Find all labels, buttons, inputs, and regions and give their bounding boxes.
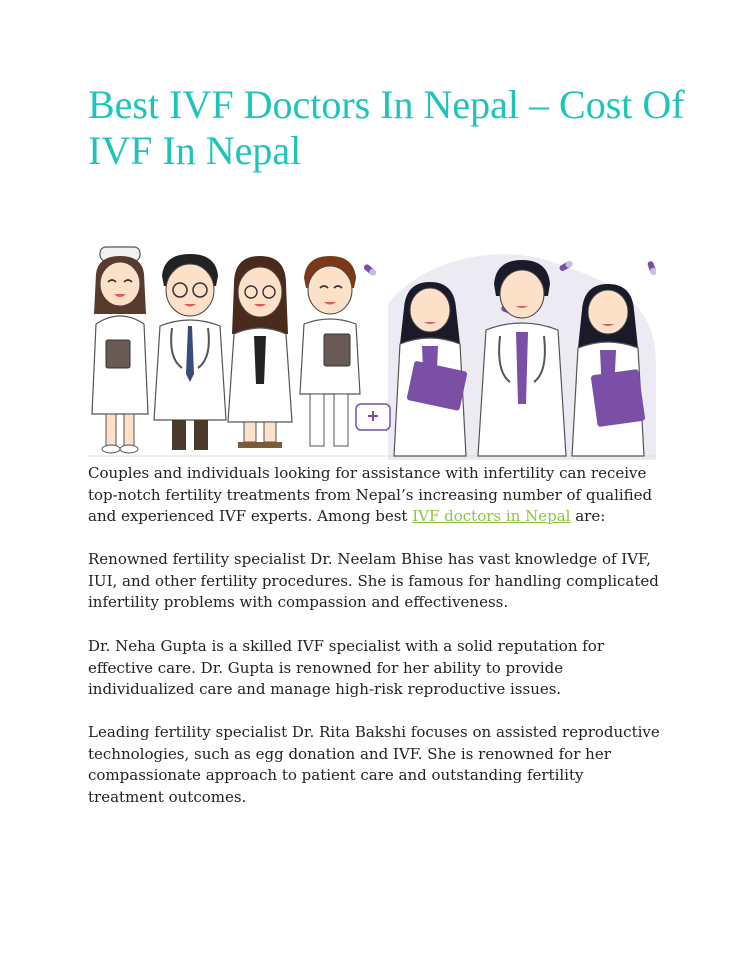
medical-bag-icon [356,404,390,430]
ivf-doctors-link[interactable]: IVF doctors in Nepal [412,507,571,525]
intro-text: Couples and individuals looking for assistance with infertility can receive top-notch fertility treatments from Nepal’s increasing number of qualified and experienced IVF experts. Among best [88,464,653,525]
nurse-figure [300,256,360,446]
paragraph-rita-bakshi: Leading fertility specialist Dr. Rita Bakshi focuses on assisted reproductive technologies, such as egg donation and IVF. She is renowned for her compassionate approach to patient care and outstanding fertility treatment outcomes. [88,723,660,806]
pill-icon [363,263,378,277]
pill-icon [647,260,656,275]
paragraph-neha-gupta: Dr. Neha Gupta is a skilled IVF specialist with a solid reputation for effective care. Dr. Gupta is renowned for her ability to provide individualized care and manage high-risk reproductive issues. [88,637,604,698]
intro-text-end: are: [570,507,606,525]
paragraph-neelam-bhise: Renowned fertility specialist Dr. Neelam Bhise has vast knowledge of IVF, IUI, and other fertility procedures. She is famous for handling complicated infertility problems with compassion and effectiveness. [88,550,659,611]
page-title: Best IVF Doctors In Nepal – Cost Of IVF In Nepal [88,82,685,173]
nurse-figure [92,247,148,453]
doctor-figure [228,256,292,448]
doctors-illustration [88,244,656,460]
intro-paragraph [88,463,663,528]
doctor-figure [154,254,226,450]
